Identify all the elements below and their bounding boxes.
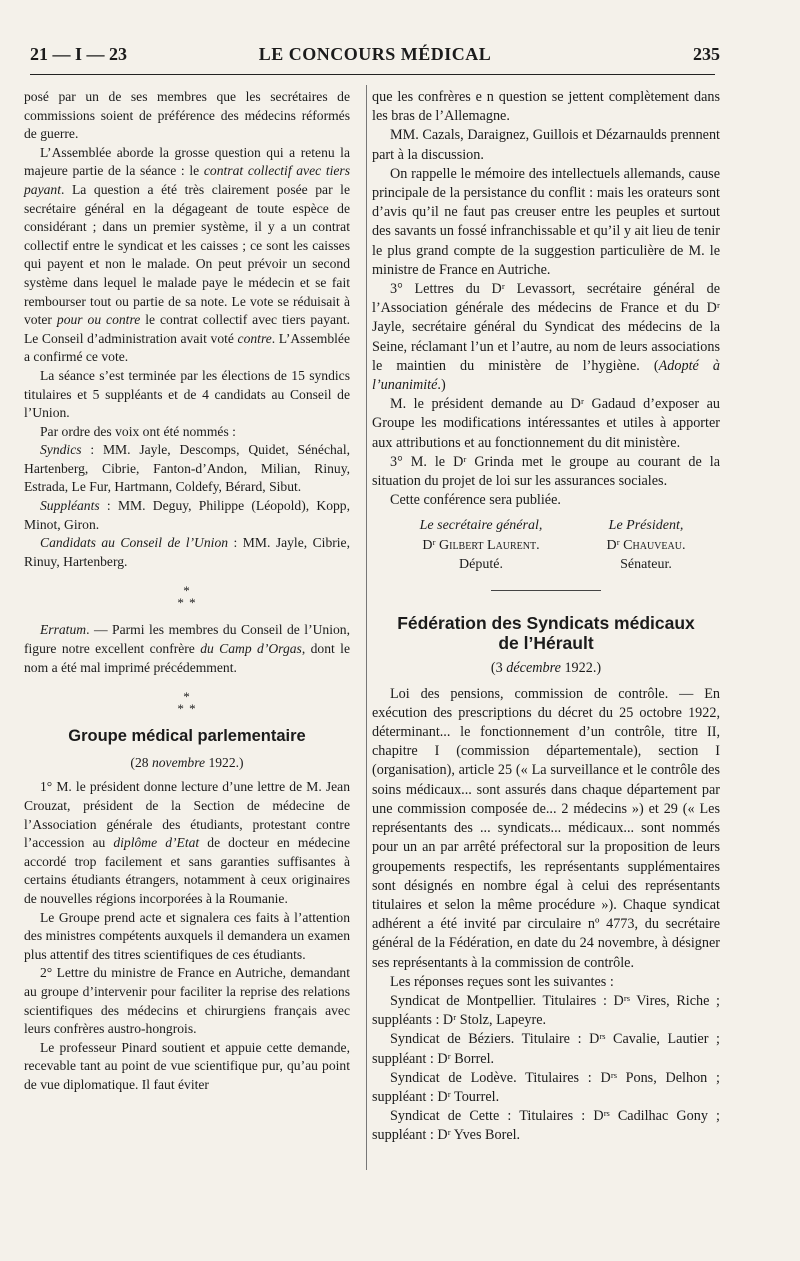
paragraph: Par ordre des voix ont été nommés : bbox=[40, 423, 236, 439]
separator-stars: * * * bbox=[177, 583, 197, 611]
issue-date: 21 — I — 23 bbox=[30, 44, 128, 64]
column-divider bbox=[366, 85, 367, 1170]
paragraph: L’Assemblée aborde la grosse question qui a retenu la majeure partie de la séance : le contrat collectif avec tiers payant. La question a été très clairement posée par le secrétaire général en la dégageant de toute espèce de considérant ; dans un premier système, il y a un contrat collectif entre le syndicat et les caisses ; ce sont les caisses qui payent et non le malade. On peut prévoir un second système dans lequel le malade paye le médecin et se fait rembourser tout ou partie de sa note. Le vote se réduisait à voter pour ou contre le contrat collectif avec tiers payant. Le Conseil d’administration avait voté contre. L’Assemblée a confirmé ce vote. bbox=[24, 144, 351, 365]
paragraph: 2° Lettre du ministre de France en Autriche, demandant au groupe d’intervenir pour faciliter la reprise des relations scientifiques des médecins et chirurgiens français avec leurs confrères austro-hongrois. bbox=[24, 965, 350, 1037]
signature-president: Le Président, Dʳ Chauveau. Sénateur. bbox=[606, 518, 686, 572]
paragraph: 1° M. le président donne lecture d’une lettre de M. Jean Crouzat, président de la Section de médecine de l’Association générale des étudiants, protestant contre l’accession au diplôme d’Etat de docteur en médecine accordé trop facilement et sans garanties suffisantes à certains étudiants étrangers, notamment à ceux originaires de nouvelles régions incorporées à la Roumanie. bbox=[24, 779, 350, 906]
paragraph: 3° M. le Dʳ Grinda met le groupe au courant de la situation du projet de loi sur les assurances sociales. bbox=[372, 453, 720, 490]
left-column bbox=[24, 88, 350, 1095]
paragraph: M. le président demande au Dʳ Gadaud d’exposer au Groupe les modifications intéressantes et utiles à apporter aux attributions et au fonctionnement du dit ministère. bbox=[372, 396, 720, 451]
paragraph: La séance s’est terminée par les élections de 15 syndics titulaires et 5 suppléants et de 4 candidats au Conseil de l’Union. bbox=[24, 367, 350, 421]
section-separator bbox=[491, 590, 601, 591]
suppleants-list: Suppléants : MM. Deguy, Philippe (Léopold), Kopp, Minot, Giron. bbox=[24, 498, 350, 532]
right-column bbox=[372, 88, 720, 1146]
journal-title: LE CONCOURS MÉDICAL bbox=[258, 44, 492, 64]
page-header bbox=[30, 44, 720, 68]
paragraph: que les confrères e n question se jettent complètement dans les bras de l’Allemagne. bbox=[372, 89, 720, 125]
section-title: Groupe médical parlementaire bbox=[68, 727, 306, 746]
page-number: 235 bbox=[693, 44, 720, 64]
paragraph: Loi des pensions, commission de contrôle. — En exécution des prescriptions du décret du 25 octobre 1922, déterminant... le fonctionnement d’un contrôle, titre II, chapitre I (commission départementale), section I (organisation), article 25 (« La surveillance et le contrôle des soins médicaux... sont assurés dans chaque département par une commission composée de... 2 médecins ») et 29 (« Les représentants des ... syndicats... médicaux... sont nommés pour un an par arrêté préfectoral sur la proposition de leurs groupements respectifs, les représentants supplémentaires sont désignés en nombre égal à celui des représentants titulaires et selon la même procédure »). Chaque syndicat adhérent a été invité par circulaire nº 4773, du secrétaire général de la Fédération, en date du 24 novembre, à désigner ses représentants à la commission de contrôle. bbox=[372, 685, 720, 971]
federation-date: (3 décembre 1922.) bbox=[490, 660, 602, 677]
candidats-list: Candidats au Conseil de l’Union : MM. Jayle, Cibrie, Rinuy, Hartenberg. bbox=[24, 535, 350, 569]
signatures bbox=[372, 516, 720, 572]
federation-title: Fédération des Syndicats médicaux de l’Hérault bbox=[397, 613, 695, 654]
paragraph: Syndicat de Lodève. Titulaires : Dʳˢ Pons, Delhon ; suppléant : Dʳ Tourrel. bbox=[372, 1069, 720, 1105]
erratum: Erratum. — Parmi les membres du Conseil de l’Union, figure notre excellent confrère du Camp d’Orgas, dont le nom a été mal imprimé précédemment. bbox=[24, 622, 350, 675]
paragraph: On rappelle le mémoire des intellectuels allemands, cause principale de la persistance du conflit : mais les orateurs sont d’avis qu’il ne faut pas creuser entre les peuples et surtout des savants un fossé infranchissable et qu’il y ait lieu de tenir le plus grand compte de la suggestion particulière de M. le ministre de France en Autriche. bbox=[372, 165, 720, 278]
paragraph: Les réponses reçues sont les suivantes : bbox=[390, 973, 614, 990]
paragraph: Le Groupe prend acte et signalera ces faits à l’attention des ministres compétents auxquels il demandera un examen plus attentif des titres scientifiques de ces étudiants. bbox=[24, 909, 350, 962]
paragraph: Syndicat de Montpellier. Titulaires : Dʳˢ Vires, Riche ; suppléants : Dʳ Stolz, Lapeyre. bbox=[372, 992, 720, 1029]
paragraph: Cette conférence sera publiée. bbox=[390, 492, 561, 509]
paragraph: posé par un de ses membres que les secrétaires de commissions soient de préférence des médecins réformés de guerre. bbox=[24, 89, 350, 142]
paragraph: Syndicat de Cette : Titulaires : Dʳˢ Cadilhac Gony ; suppléant : Dʳ Yves Borel. bbox=[372, 1108, 720, 1144]
paragraph: Le professeur Pinard soutient et appuie cette demande, recevable tant au point de vue scientifique pur, qu’au point de vue diplomatique. Il faut éviter bbox=[24, 1039, 350, 1092]
section-date: (28 novembre 1922.) bbox=[130, 754, 244, 770]
signature-secretary: Le secrétaire général, Dʳ Gilbert Laurent. Député. bbox=[419, 518, 543, 572]
paragraph: Syndicat de Béziers. Titulaire : Dʳˢ Cavalie, Lautier ; suppléant : Dʳ Borrel. bbox=[372, 1031, 720, 1067]
separator-stars: * * * bbox=[177, 689, 197, 717]
header-rule bbox=[30, 74, 715, 75]
syndics-list: Syndics : MM. Jayle, Descomps, Quidet, Sénéchal, Hartenberg, Cibrie, Fanton-d’Andon, Milian, Rinuy, Estrada, Le Fur, Hartmann, Coldefy, Bérard, Sibut. bbox=[24, 442, 350, 495]
paragraph: 3° Lettres du Dʳ Levassort, secrétaire général de l’Association générale des médecins de France et du Dʳ Jayle, secrétaire général du Syndicat des médecins de la Seine, réclamant l’un et l’autre, au nom de leurs associations le maintien du ministère de l’hygiène. (Adopté à l’unanimité.) bbox=[372, 281, 720, 394]
paragraph: MM. Cazals, Daraignez, Guillois et Dézarnaulds prennent part à la discussion. bbox=[372, 127, 720, 163]
